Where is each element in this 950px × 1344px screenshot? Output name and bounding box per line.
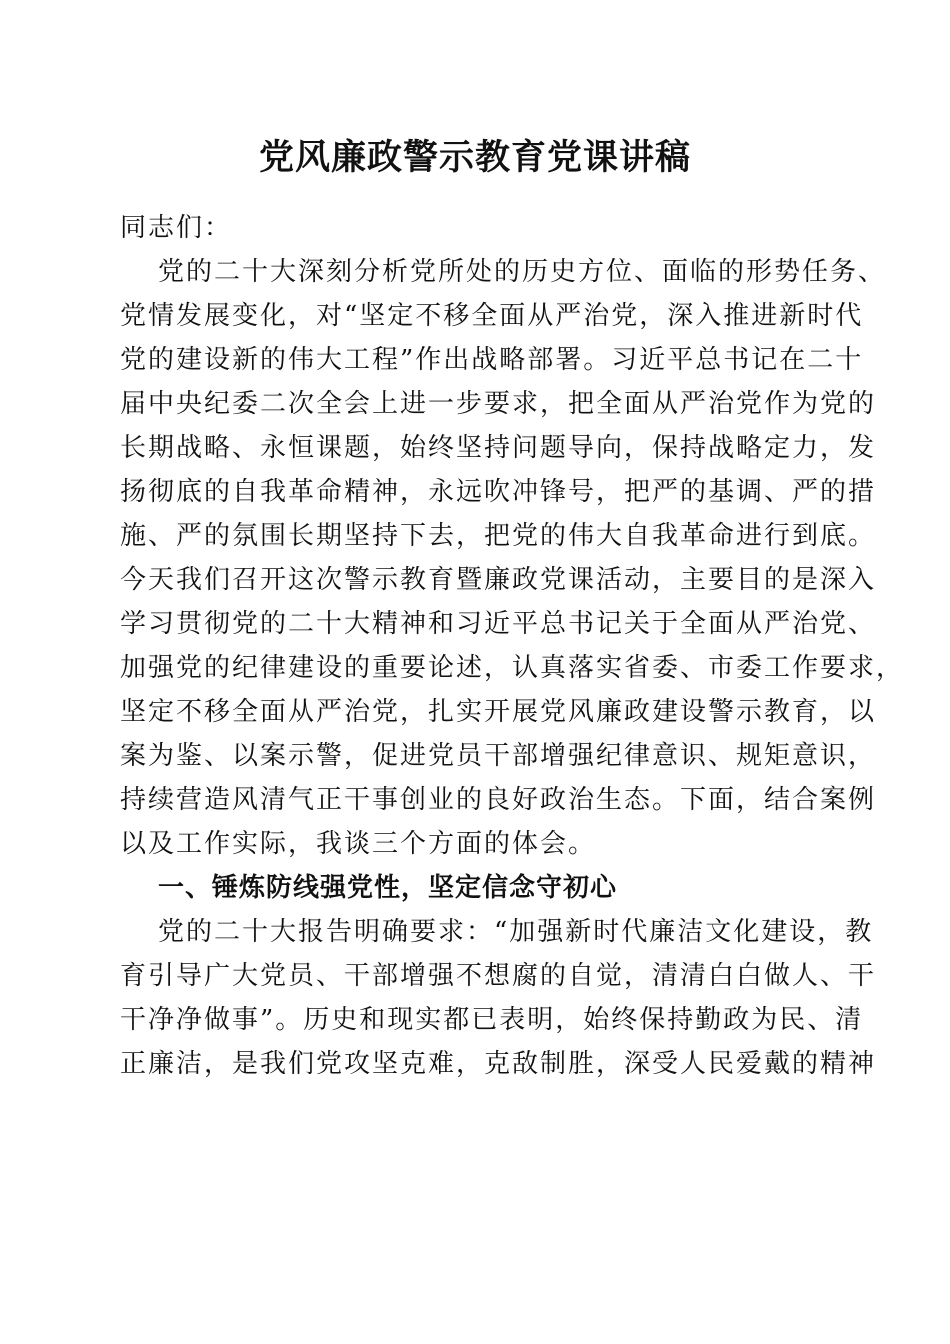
paragraph-line: 扬彻底的自我革命精神，永远吹冲锋号，把严的基调、严的措 — [120, 477, 877, 507]
paragraph-line: 干净净做事”。历史和现实都已表明，始终保持勤政为民、清 — [120, 1005, 864, 1035]
paragraph-line: 持续营造风清气正干事创业的良好政治生态。下面，结合案例 — [120, 785, 877, 815]
paragraph-line: 今天我们召开这次警示教育暨廉政党课活动，主要目的是深入 — [120, 565, 877, 595]
paragraph-line: 加强党的纪律建设的重要论述，认真落实省委、市委工作要求， — [120, 653, 905, 683]
paragraph-line: 党的二十大报告明确要求：“加强新时代廉洁文化建设，教 — [158, 917, 874, 947]
paragraph-line: 届中央纪委二次全会上进一步要求，把全面从严治党作为党的 — [120, 389, 877, 419]
paragraph-line: 党情发展变化，对“坚定不移全面从严治党，深入推进新时代 — [120, 301, 864, 331]
paragraph-line: 案为鉴、以案示警，促进党员干部增强纪律意识、规矩意识， — [120, 741, 877, 771]
paragraph-line: 育引导广大党员、干部增强不想腐的自觉，清清白白做人、干 — [120, 961, 877, 991]
paragraph-line: 以及工作实际，我谈三个方面的体会。 — [120, 829, 597, 859]
paragraph-line: 长期战略、永恒课题，始终坚持问题导向，保持战略定力，发 — [120, 433, 877, 463]
document-title: 党风廉政警示教育党课讲稿 — [258, 137, 691, 178]
document-body — [120, 206, 905, 1086]
paragraph-line: 施、严的氛围长期坚持下去，把党的伟大自我革命进行到底。 — [120, 521, 877, 551]
section-heading: 一、锤炼防线强党性，坚定信念守初心 — [158, 873, 618, 903]
paragraph-line: 正廉洁，是我们党攻坚克难，克敌制胜，深受人民爱戴的精神 — [120, 1049, 877, 1079]
paragraph-line: 坚定不移全面从严治党，扎实开展党风廉政建设警示教育，以 — [120, 697, 877, 727]
paragraph-line: 党的二十大深刻分析党所处的历史方位、面临的形势任务、 — [158, 257, 887, 287]
paragraph-line: 学习贯彻党的二十大精神和习近平总书记关于全面从严治党、 — [120, 609, 877, 639]
salutation: 同志们： — [120, 213, 233, 243]
paragraph-line: 党的建设新的伟大工程”作出战略部署。习近平总书记在二十 — [120, 345, 864, 375]
